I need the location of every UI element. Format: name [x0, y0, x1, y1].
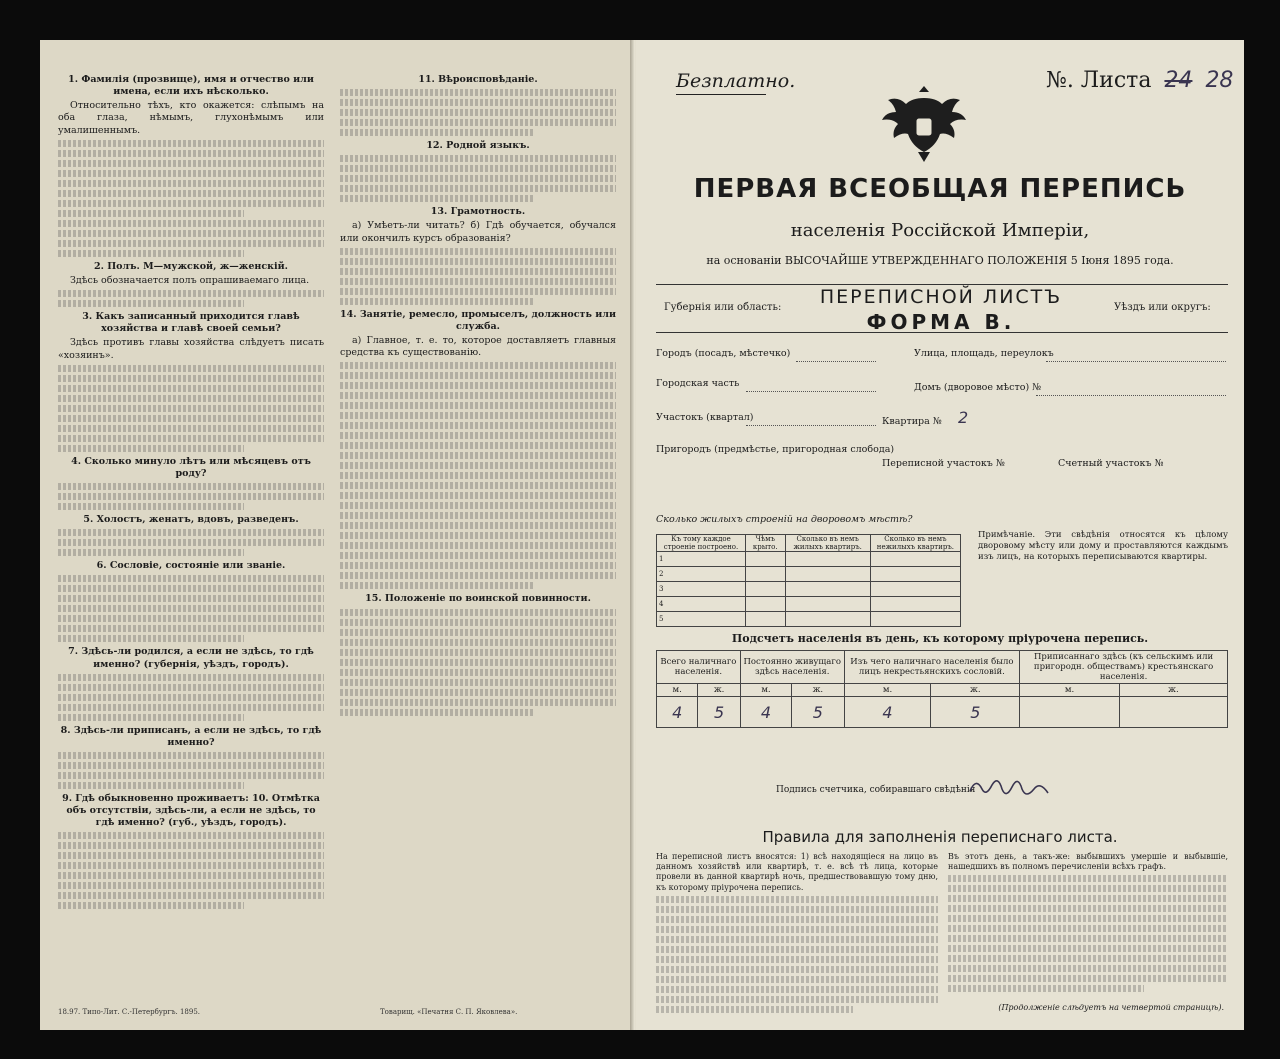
apartment-value: 2 — [958, 408, 969, 427]
section-title: 4. Сколько минуло лѣтъ или мѣсяцевъ отъ роду? — [71, 455, 311, 479]
section-title: 12. Родной языкъ. — [426, 140, 530, 152]
text-filler — [58, 529, 324, 536]
city-label: Городъ (посадъ, мѣстечко) — [656, 348, 791, 359]
suburb-label: Пригородъ (предмѣстье, пригородная слобода) — [656, 444, 895, 455]
section-title: 5. Холостъ, женатъ, вдовъ, разведенъ. — [83, 514, 299, 526]
count-cell[interactable]: 5 — [931, 697, 1020, 728]
text-filler — [340, 382, 616, 389]
text-filler — [948, 965, 1228, 972]
text-filler — [58, 425, 324, 432]
text-filler — [58, 772, 324, 779]
text-filler — [58, 190, 324, 197]
text-filler — [340, 629, 616, 636]
double-headed-eagle-icon — [876, 78, 972, 168]
column-header: Изъ чего наличнаго населенія было лицъ некрестьянскихъ сословій. — [844, 651, 1020, 684]
section-title: 6. Сословіе, состояніе или званіе. — [96, 560, 286, 572]
text-filler — [948, 945, 1228, 952]
column-header: Приписаннаго здѣсь (къ сельскимъ или пригородн. обществамъ) крестьянскаго населенія. — [1020, 651, 1228, 684]
house-field[interactable] — [1036, 394, 1226, 396]
text-filler — [340, 482, 616, 489]
text-filler — [340, 165, 616, 172]
column-header: Сколько въ немъ нежилыхъ квартиръ. — [870, 535, 960, 552]
text-filler — [58, 250, 244, 257]
table-row — [657, 582, 961, 597]
text-filler — [340, 649, 616, 656]
section-title: 13. Грамотность. — [430, 206, 526, 218]
table-cell[interactable] — [870, 552, 960, 567]
table-cell[interactable] — [745, 612, 785, 627]
sex-label: м. — [1020, 684, 1120, 697]
section-title: 2. Полъ. М—мужской, ж—женскій. — [93, 260, 288, 272]
text-filler — [340, 392, 616, 399]
table-cell[interactable] — [745, 552, 785, 567]
table-cell[interactable] — [870, 597, 960, 612]
form-name: ФОРМА В. — [866, 310, 1016, 334]
text-filler — [340, 699, 616, 706]
table-note: Примѣчаніе. Эти свѣдѣнія относятся къ цѣлому дворовому мѣсту или дому и проставляются каждымъ изъ лицъ, на которыхъ переписываются квартиры. — [978, 530, 1228, 563]
text-filler — [58, 493, 324, 500]
text-filler — [340, 278, 616, 285]
left-column-1 — [58, 70, 324, 912]
text-filler — [58, 902, 244, 909]
text-filler — [340, 639, 616, 646]
sheet-number — [1046, 68, 1233, 93]
section-text: а) Главное, т. е. то, которое доставляетъ главныя средства къ существованію. — [340, 335, 616, 359]
sex-label: м. — [740, 684, 791, 697]
text-filler — [58, 714, 244, 721]
population-title: Подсчетъ населенія въ день, къ которому пріурочена перепись. — [731, 632, 1149, 645]
row-number: 5 — [657, 612, 746, 627]
table-cell[interactable] — [870, 567, 960, 582]
text-filler — [948, 875, 1228, 882]
text-filler — [58, 180, 324, 187]
row-number: 3 — [657, 582, 746, 597]
signer-label: Подпись счетчика, собиравшаго свѣдѣнія — [776, 785, 976, 795]
province-label: Губернія или область: — [664, 302, 782, 313]
text-filler — [58, 170, 324, 177]
text-filler — [58, 674, 324, 681]
section-title: 8. Здѣсь-ли приписанъ, а если не здѣсь, то гдѣ именно? — [60, 724, 322, 748]
divider — [676, 94, 766, 95]
count-cell[interactable]: 4 — [740, 697, 791, 728]
text-filler — [58, 892, 324, 899]
text-filler — [340, 99, 616, 106]
text-filler — [58, 605, 324, 612]
street-field[interactable] — [1046, 360, 1226, 362]
column-header: Чѣмъ крыто. — [745, 535, 785, 552]
text-filler — [58, 704, 324, 711]
text-filler — [656, 1006, 853, 1013]
table-cell[interactable] — [785, 597, 870, 612]
divider — [656, 284, 1228, 285]
text-filler — [656, 996, 938, 1003]
column-header: Всего наличнаго населенія. — [657, 651, 741, 684]
text-filler — [340, 412, 616, 419]
text-filler — [58, 445, 244, 452]
section-title: 7. Здѣсь-ли родился, а если не здѣсь, то гдѣ именно? (губернія, уѣздъ, городъ). — [68, 646, 314, 670]
text-filler — [948, 935, 1228, 942]
table-cell[interactable] — [745, 597, 785, 612]
text-filler — [58, 762, 324, 769]
text-filler — [340, 679, 616, 686]
text-filler — [58, 405, 324, 412]
table-cell[interactable] — [785, 552, 870, 567]
rules-text: На переписной листъ вносятся: 1) всѣ находящіеся на лицо въ данномъ хозяйствѣ или квартирѣ, т. е. всѣ тѣ лица, которые провели въ данной квартирѣ ночь, предшествовавшую тому дню, къ которому пріурочена перепись. — [656, 852, 938, 892]
text-filler — [340, 175, 616, 182]
district-label: Уѣздъ или округъ: — [1114, 302, 1211, 313]
section-title: 9. Гдѣ обыкновенно проживаетъ: 10. Отмѣтка объ отсутствіи, здѣсь-ли, а если не здѣсь, то гдѣ именно? (губ., уѣздъ, городъ). — [62, 792, 320, 829]
sex-row — [657, 684, 1228, 697]
text-filler — [340, 185, 616, 192]
form-title: ПЕРЕПИСНОЙ ЛИСТЪ — [819, 286, 1063, 308]
table-row — [657, 612, 961, 627]
text-filler — [656, 956, 938, 963]
text-filler — [58, 230, 324, 237]
section-title: 1. Фамилія (прозвище), имя и отчество или имена, если ихъ нѣсколько. — [68, 74, 314, 98]
rules-column-1 — [656, 852, 938, 1016]
table-row — [657, 597, 961, 612]
text-filler — [58, 882, 324, 889]
rules-column-2 — [948, 852, 1228, 995]
text-filler — [656, 966, 938, 973]
text-filler — [58, 365, 324, 372]
signature — [966, 773, 1056, 801]
text-filler — [58, 862, 324, 869]
section-text: а) Умѣетъ-ли читать? б) Гдѣ обучается, обучался или окончилъ курсъ образованія? — [340, 220, 616, 244]
text-filler — [340, 552, 616, 559]
text-filler — [340, 258, 616, 265]
text-filler — [340, 669, 616, 676]
text-filler — [58, 240, 324, 247]
text-filler — [58, 539, 324, 546]
text-filler — [340, 502, 616, 509]
apartment-label: Квартира № — [882, 416, 942, 427]
text-filler — [340, 689, 616, 696]
table-row — [657, 552, 961, 567]
text-filler — [340, 472, 616, 479]
text-filler — [340, 155, 616, 162]
text-filler — [948, 915, 1228, 922]
text-filler — [58, 160, 324, 167]
sex-label: ж. — [792, 684, 844, 697]
city-part-label: Городская часть — [656, 378, 740, 389]
table-row — [657, 567, 961, 582]
text-filler — [340, 619, 616, 626]
sheet-number-label: №. Листа — [1046, 68, 1152, 93]
section-title: 14. Занятіе, ремесло, промыселъ, должность или служба. — [340, 308, 616, 332]
text-filler — [58, 684, 324, 691]
count-cell[interactable]: 5 — [698, 697, 740, 728]
left-footer-imprint: 18.97. Типо-Лит. С.-Петербургъ. 1895. — [58, 1008, 201, 1016]
text-filler — [340, 109, 616, 116]
text-filler — [340, 659, 616, 666]
sex-label: м. — [844, 684, 931, 697]
count-cell[interactable] — [1020, 697, 1120, 728]
row-number: 4 — [657, 597, 746, 612]
section-text: Относительно тѣхъ, кто окажется: слѣпымъ на оба глаза, нѣмымъ, глухонѣмымъ или умалишеннымъ. — [58, 100, 324, 136]
sex-label: ж. — [931, 684, 1020, 697]
text-filler — [340, 562, 616, 569]
text-filler — [58, 503, 244, 510]
text-filler — [656, 946, 938, 953]
house-label: Домъ (дворовое мѣсто) № — [914, 382, 1042, 393]
free-label: Безплатно. — [676, 70, 796, 92]
count-cell[interactable]: 4 — [657, 697, 698, 728]
sex-label: ж. — [1119, 684, 1227, 697]
text-filler — [340, 532, 616, 539]
text-filler — [656, 916, 938, 923]
continuation-note: (Продолженіе слѣдуетъ на четвертой страницѣ). — [998, 1003, 1224, 1012]
text-filler — [340, 709, 533, 716]
column-header: Сколько въ немъ жилыхъ квартиръ. — [785, 535, 870, 552]
text-filler — [656, 976, 938, 983]
text-filler — [58, 852, 324, 859]
table-cell[interactable] — [745, 582, 785, 597]
section-text: Здѣсь обозначается полъ опрашиваемаго лица. — [70, 274, 310, 286]
text-filler — [340, 268, 616, 275]
left-footer-publisher: Товарищ. «Печатня С. П. Яковлева». — [380, 1008, 518, 1016]
section-text: Здѣсь противъ главы хозяйства слѣдуетъ писать «хозяинъ». — [58, 337, 324, 361]
text-filler — [656, 896, 938, 903]
text-filler — [948, 985, 1144, 992]
text-filler — [58, 150, 324, 157]
right-page — [636, 40, 1244, 1030]
text-filler — [340, 89, 616, 96]
row-number: 1 — [657, 552, 746, 567]
table-cell[interactable] — [785, 582, 870, 597]
city-field[interactable] — [796, 360, 876, 362]
table-cell[interactable] — [745, 567, 785, 582]
left-column-2 — [340, 70, 616, 719]
text-filler — [340, 422, 616, 429]
text-filler — [340, 119, 616, 126]
sex-label: м. — [657, 684, 698, 697]
text-filler — [58, 752, 324, 759]
page-subtitle: населенія Россійской Имперіи, — [790, 220, 1090, 241]
text-filler — [340, 129, 533, 136]
text-filler — [340, 462, 616, 469]
table-cell[interactable] — [785, 567, 870, 582]
text-filler — [656, 936, 938, 943]
text-filler — [340, 452, 616, 459]
text-filler — [340, 195, 533, 202]
text-filler — [58, 782, 244, 789]
text-filler — [58, 220, 324, 227]
city-part-field[interactable] — [746, 390, 876, 392]
text-filler — [656, 926, 938, 933]
text-filler — [340, 572, 616, 579]
text-filler — [58, 483, 324, 490]
buildings-question: Сколько жилыхъ строеній на дворовомъ мѣстѣ? — [656, 514, 913, 525]
section-title: 3. Какъ записанный приходится главѣ хозяйства и главѣ своей семьи? — [82, 311, 300, 335]
buildings-table — [656, 534, 961, 627]
text-filler — [58, 615, 324, 622]
population-table — [656, 650, 1228, 728]
sheet-number-struck: 24 — [1164, 68, 1193, 93]
text-filler — [58, 415, 324, 422]
text-filler — [948, 885, 1228, 892]
text-filler — [58, 395, 324, 402]
section-title: 15. Положеніе по воинской повинности. — [365, 593, 591, 605]
count-cell[interactable]: 4 — [844, 697, 931, 728]
text-filler — [58, 210, 244, 217]
text-filler — [948, 905, 1228, 912]
text-filler — [58, 694, 324, 701]
text-filler — [58, 635, 244, 642]
text-filler — [58, 595, 324, 602]
text-filler — [340, 248, 616, 255]
table-cell[interactable] — [785, 612, 870, 627]
legal-basis: на основаніи ВЫСОЧАЙШЕ УТВЕРЖДЕННАГО ПОЛОЖЕНІЯ 5 Іюня 1895 года. — [706, 254, 1174, 267]
text-filler — [340, 542, 616, 549]
text-filler — [340, 372, 616, 379]
text-filler — [340, 432, 616, 439]
table-cell[interactable] — [870, 612, 960, 627]
census-section-label: Переписной участокъ № — [882, 458, 1005, 469]
text-filler — [58, 140, 324, 147]
text-filler — [58, 585, 324, 592]
text-filler — [58, 872, 324, 879]
text-filler — [340, 298, 533, 305]
text-filler — [58, 385, 324, 392]
text-filler — [340, 492, 616, 499]
column-header: Постоянно живущаго здѣсь населенія. — [740, 651, 844, 684]
text-filler — [58, 575, 324, 582]
text-filler — [58, 842, 324, 849]
values-row — [657, 697, 1228, 728]
count-cell[interactable] — [1119, 697, 1227, 728]
text-filler — [340, 442, 616, 449]
street-label: Улица, площадь, переулокъ — [914, 348, 1054, 359]
rules-text: Въ этотъ день, а такъ-же: выбывшихъ умершіе и выбывшіе, нашедшихъ въ полномъ перечисленіи всѣхъ графъ. — [948, 852, 1228, 872]
text-filler — [340, 582, 533, 589]
rules-title: Правила для заполненія переписнаго листа. — [762, 828, 1118, 846]
text-filler — [58, 375, 324, 382]
text-filler — [340, 512, 616, 519]
text-filler — [58, 300, 244, 307]
text-filler — [58, 290, 324, 297]
counter-section-label: Счетный участокъ № — [1058, 458, 1164, 469]
text-filler — [58, 625, 324, 632]
text-filler — [340, 402, 616, 409]
text-filler — [656, 986, 938, 993]
text-filler — [340, 362, 616, 369]
text-filler — [58, 435, 324, 442]
text-filler — [58, 832, 324, 839]
column-header: Къ тому каждое строеніе построено. — [657, 535, 746, 552]
page-title: ПЕРВАЯ ВСЕОБЩАЯ ПЕРЕПИСЬ — [693, 174, 1187, 204]
text-filler — [948, 925, 1228, 932]
quarter-field[interactable] — [746, 424, 876, 426]
text-filler — [340, 288, 616, 295]
count-cell[interactable]: 5 — [792, 697, 844, 728]
row-number: 2 — [657, 567, 746, 582]
text-filler — [340, 522, 616, 529]
left-page — [40, 40, 632, 1030]
sex-label: ж. — [698, 684, 740, 697]
text-filler — [340, 609, 616, 616]
sheet-number-value: 28 — [1205, 68, 1234, 93]
section-title: 11. Вѣроисповѣданіе. — [418, 74, 538, 85]
text-filler — [656, 906, 938, 913]
table-cell[interactable] — [870, 582, 960, 597]
quarter-label: Участокъ (квартал) — [656, 412, 754, 423]
text-filler — [58, 200, 324, 207]
text-filler — [948, 955, 1228, 962]
text-filler — [58, 549, 244, 556]
text-filler — [948, 975, 1228, 982]
text-filler — [948, 895, 1228, 902]
